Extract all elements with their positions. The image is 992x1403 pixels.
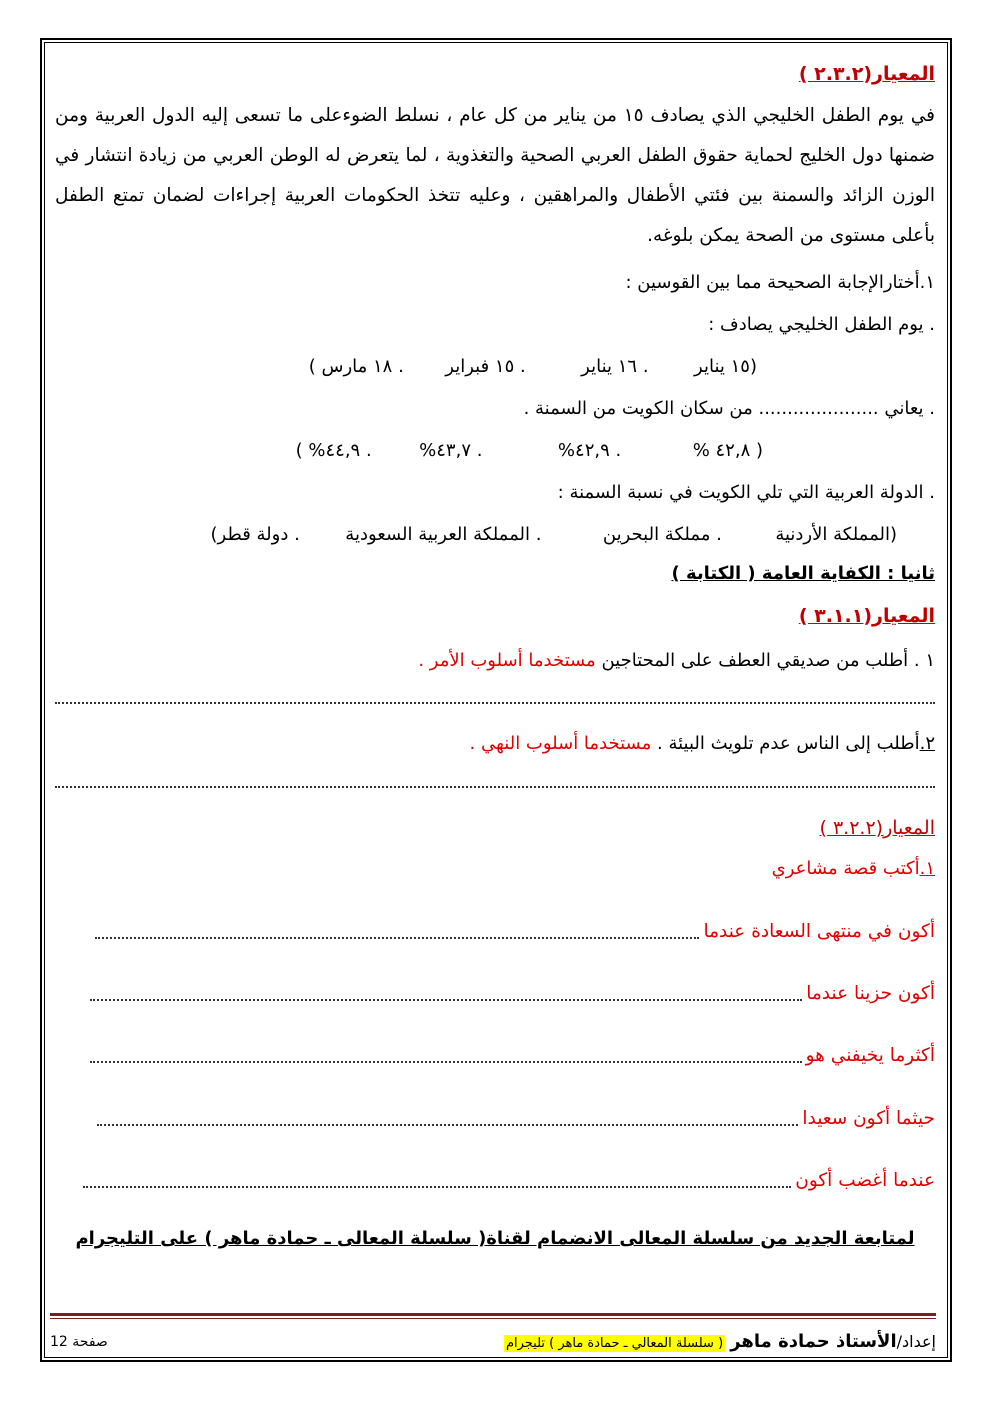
prompt-line-4[interactable] bbox=[97, 1106, 935, 1132]
answer-leader[interactable] bbox=[97, 1124, 798, 1126]
criterion-heading-3: المعيار(٣.٢.٢ ) bbox=[819, 817, 935, 839]
answer-line-1[interactable] bbox=[55, 702, 935, 704]
answer-leader[interactable] bbox=[95, 937, 699, 939]
prompt-line-2[interactable] bbox=[90, 981, 935, 1007]
writing-question-2 bbox=[470, 732, 935, 756]
teacher-name: الأستاذ حمادة ماهر bbox=[730, 1331, 897, 1352]
option[interactable]: (١٥ يناير bbox=[694, 356, 757, 377]
prepared-by-label: إعداد/ bbox=[896, 1332, 936, 1351]
footer-divider bbox=[50, 1313, 936, 1316]
option[interactable]: . ٤٣,٧% bbox=[419, 440, 483, 461]
option[interactable]: . ٤٢,٩% bbox=[557, 440, 622, 461]
reading-paragraph: في يوم الطفل الخليجي الذي يصادف ١٥ من يناير من كل عام ، نسلط الضوءعلى ما تسعى إليه الدول العربية ومن ضمنها دول الخليج لحماية حقوق الطفل العربي الصحية والتغذوية ، لما يتعرض له الوطن العربي من زيادة انتشار في الوزن الزائد والسمنة بين فئتي الأطفال والمراهقين ، وعليه تتخذ الحكومات العربية إجراءات لضمان تمتع الطفل بأعلى مستوى من الصحة يمكن بلوغه. bbox=[55, 105, 935, 246]
option[interactable]: ( ٤٢,٨ % bbox=[692, 440, 763, 461]
channel-highlight: ( سلسلة المعالي ـ حمادة ماهر ) تليجرام bbox=[505, 1336, 724, 1351]
option[interactable]: (المملكة الأردنية bbox=[775, 524, 897, 545]
prompt-line-1[interactable] bbox=[95, 919, 935, 945]
option[interactable]: . دولة قطر) bbox=[210, 524, 300, 545]
prompt-text: أكون في منتهى السعادة عندما bbox=[703, 921, 935, 942]
option[interactable]: . المملكة العربية السعودية bbox=[345, 524, 542, 545]
answer-leader[interactable] bbox=[90, 1061, 802, 1063]
prompt-text: أكثرما يخيفني هو bbox=[805, 1045, 935, 1066]
telegram-note[interactable]: لمتابعة الجديد من سلسلة المعالى الانضمام لقناة( سلسلة المعالى ـ حمادة ماهر ) على التليجرام bbox=[75, 1228, 915, 1249]
criterion-heading-1: المعيار(٢.٣.٢ ) bbox=[798, 63, 935, 85]
prompt-text: حيثما أكون سعيدا bbox=[802, 1108, 935, 1129]
footer-divider-thin bbox=[50, 1318, 936, 1319]
task-text: أكتب قصة مشاعري bbox=[771, 858, 920, 879]
option[interactable]: . مملكة البحرين bbox=[602, 524, 722, 545]
question-stem-3: . الدولة العربية التي تلي الكويت في نسبة السمنة : bbox=[557, 482, 935, 503]
options-row-1 bbox=[309, 355, 757, 379]
options-row-2 bbox=[296, 439, 763, 463]
prompt-text: عندما أغضب أكون bbox=[795, 1170, 935, 1191]
question-stem-1: . يوم الطفل الخليجي يصادف : bbox=[708, 314, 935, 335]
answer-leader[interactable] bbox=[83, 1186, 791, 1188]
prompt-text: أكون حزينا عندما bbox=[806, 983, 935, 1004]
question-text: أطلب إلى الناس عدم تلويث البيئة . bbox=[657, 733, 920, 754]
question-requirement: مستخدما أسلوب النهي . bbox=[469, 733, 652, 754]
question-requirement: مستخدما أسلوب الأمر . bbox=[418, 650, 596, 671]
answer-line-2[interactable] bbox=[55, 786, 935, 788]
instruction-text: ١.أختارالإجابة الصحيحة مما بين القوسين : bbox=[625, 272, 935, 293]
prompt-line-3[interactable] bbox=[90, 1043, 935, 1069]
story-task bbox=[772, 857, 935, 881]
option[interactable]: . ٤٤,٩% ) bbox=[295, 440, 372, 461]
option[interactable]: . ١٦ يناير bbox=[581, 356, 649, 377]
question-stem-2: . يعاني ..................... من سكان الكويت من السمنة . bbox=[523, 398, 935, 419]
writing-question-1 bbox=[418, 649, 935, 673]
prompt-line-5[interactable] bbox=[83, 1168, 935, 1194]
footer-author bbox=[504, 1330, 936, 1356]
answer-leader[interactable] bbox=[90, 999, 802, 1001]
question-text: ١ . أطلب من صديقي العطف على المحتاجين bbox=[601, 650, 935, 671]
criterion-heading-2: المعيار(٣.١.١ ) bbox=[798, 605, 935, 627]
task-number: ١. bbox=[919, 858, 935, 879]
footer bbox=[50, 1330, 936, 1354]
option[interactable]: . ١٨ مارس ) bbox=[308, 356, 404, 377]
section-title-writing: ثانيا : الكفاية العامة ( الكتابة ) bbox=[671, 563, 935, 584]
option[interactable]: . ١٥ فبراير bbox=[445, 356, 526, 377]
question-number: ٢. bbox=[919, 733, 935, 754]
page-number: صفحة 12 bbox=[50, 1334, 108, 1350]
options-row-3 bbox=[210, 523, 897, 547]
